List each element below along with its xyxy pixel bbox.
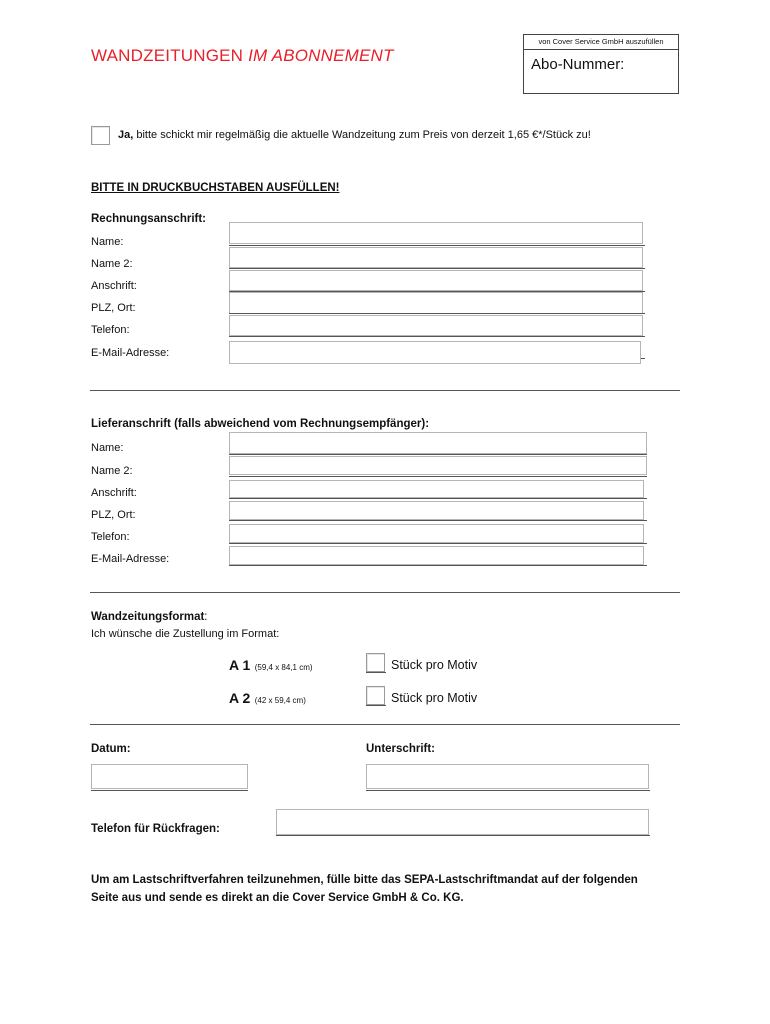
delivery-address-input[interactable] <box>229 480 644 498</box>
divider <box>90 724 680 725</box>
delivery-label-name: Name: <box>91 442 124 454</box>
subscribe-checkbox[interactable] <box>91 126 110 145</box>
delivery-email-line <box>229 565 647 566</box>
billing-label-zip-city: PLZ, Ort: <box>91 302 136 314</box>
billing-phone-input[interactable] <box>229 315 643 336</box>
signature-label: Unterschrift: <box>366 743 436 755</box>
delivery-label-name2: Name 2: <box>91 465 133 477</box>
date-line <box>91 790 248 791</box>
phone-questions-line <box>276 835 650 836</box>
date-input[interactable] <box>91 764 248 789</box>
format-a1-dims: (59,4 x 84,1 cm) <box>254 663 313 672</box>
subscribe-yes: Ja, <box>118 129 134 141</box>
date-label: Datum: <box>91 743 131 755</box>
delivery-heading: Lieferanschrift (falls abweichend vom Rechnungsempfänger): <box>91 418 430 430</box>
format-heading-colon: : <box>204 611 208 623</box>
abo-note: von Cover Service GmbH auszufüllen <box>523 34 679 50</box>
delivery-address-line <box>229 498 647 499</box>
format-a2-qty-line <box>366 705 386 706</box>
format-heading-text: Wandzeitungsformat <box>91 611 205 623</box>
billing-heading: Rechnungsanschrift: <box>91 213 207 225</box>
divider <box>90 390 680 391</box>
delivery-name-input[interactable] <box>229 432 647 454</box>
billing-address-input[interactable] <box>229 270 643 291</box>
billing-zip-city-line <box>229 313 645 314</box>
subscribe-description: bitte schickt mir regelmäßig die aktuelle Wandzeitung zum Preis von derzeit 1,65 €*/Stück zu! <box>136 129 591 141</box>
billing-label-name: Name: <box>91 236 124 248</box>
abo-number-label: Abo-Nummer: <box>531 56 625 73</box>
format-a1-qty-line <box>366 672 386 673</box>
sepa-note: Um am Lastschriftverfahren teilzunehmen, fülle bitte das SEPA-Lastschriftmandat auf der folgenden Seite aus und sende es direkt an die Cover Service GmbH & Co. KG. <box>91 874 638 904</box>
billing-name-line <box>229 245 645 246</box>
print-instruction: BITTE IN DRUCKBUCHSTABEN AUSFÜLLEN! <box>91 182 340 194</box>
format-a2-size: A 2 <box>229 690 251 706</box>
format-heading <box>91 611 208 623</box>
delivery-name-line <box>229 454 647 455</box>
format-a2-label: Stück pro Motiv <box>391 691 478 705</box>
format-a2 <box>229 690 306 708</box>
delivery-zip-city-line <box>229 520 647 521</box>
delivery-label-email: E-Mail-Adresse: <box>91 553 170 565</box>
title-sub: IM ABONNEMENT <box>248 46 394 65</box>
delivery-phone-line <box>229 543 647 544</box>
signature-line <box>366 790 650 791</box>
divider <box>90 592 680 593</box>
billing-label-address: Anschrift: <box>91 280 137 292</box>
format-a1-size: A 1 <box>229 657 251 673</box>
title-main: WANDZEITUNGEN <box>91 46 244 65</box>
format-subtext: Ich wünsche die Zustellung im Format: <box>91 628 280 640</box>
format-a2-qty-input[interactable] <box>366 686 385 705</box>
delivery-phone-input[interactable] <box>229 524 644 543</box>
delivery-zip-city-input[interactable] <box>229 501 644 520</box>
delivery-name2-input[interactable] <box>229 456 647 475</box>
billing-zip-city-input[interactable] <box>229 292 643 314</box>
page-title <box>91 46 394 66</box>
delivery-label-phone: Telefon: <box>91 531 130 543</box>
billing-email-line <box>641 358 645 359</box>
billing-name-input[interactable] <box>229 222 643 244</box>
billing-label-name2: Name 2: <box>91 258 133 270</box>
subscribe-text <box>118 129 591 141</box>
billing-label-phone: Telefon: <box>91 324 130 336</box>
phone-questions-input[interactable] <box>276 809 649 835</box>
signature-input[interactable] <box>366 764 649 789</box>
delivery-label-address: Anschrift: <box>91 487 137 499</box>
format-a1 <box>229 657 313 675</box>
billing-phone-line <box>229 336 645 337</box>
format-a2-dims: (42 x 59,4 cm) <box>254 696 306 705</box>
format-a1-label: Stück pro Motiv <box>391 658 478 672</box>
billing-label-email: E-Mail-Adresse: <box>91 347 170 359</box>
delivery-name2-line <box>229 476 647 477</box>
format-a1-qty-input[interactable] <box>366 653 385 672</box>
billing-name2-line <box>229 268 645 269</box>
billing-name2-input[interactable] <box>229 247 643 268</box>
phone-questions-label: Telefon für Rückfragen: <box>91 823 220 835</box>
delivery-label-zip-city: PLZ, Ort: <box>91 509 136 521</box>
billing-email-input[interactable] <box>229 341 641 364</box>
delivery-email-input[interactable] <box>229 546 644 565</box>
